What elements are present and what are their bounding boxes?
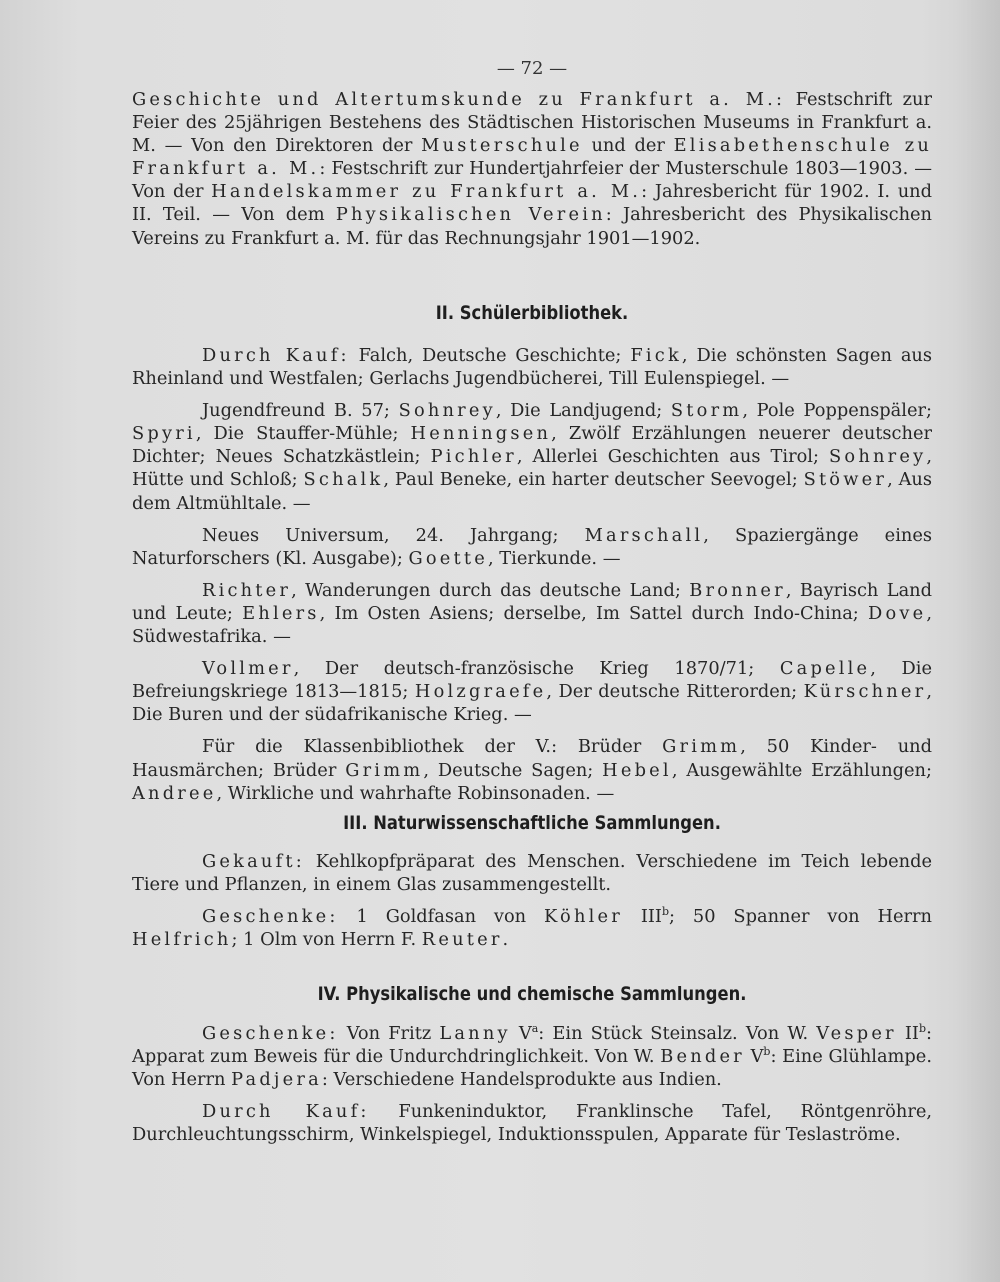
paragraph: Gekauft: Kehlkopfpräparat des Menschen. Verschiedene im Teich lebende Tiere und Pflanzen, in einem Glas zusammengestellt. <box>132 851 932 896</box>
section3-body <box>132 850 932 960</box>
spaced-name: Elisabethenschule zu Frankfurt a. M. <box>132 135 932 180</box>
spaced-name: Geschichte und Altertumskunde zu Frankfurt a. M.: <box>132 89 786 110</box>
spaced-name: Physikalischen Verein <box>335 204 606 226</box>
page-number: — 72 — <box>496 58 568 79</box>
section-heading-physikalische-sammlungen: IV. Physikalische und chemische Sammlungen. <box>317 983 747 1005</box>
paragraph: Richter, Wanderungen durch das deutsche Land; Bronner, Bayrisch Land und Leute; Ehlers, Im Osten Asiens; derselbe, Im Sattel durch Indo-China; Dove, Südwestafrika. — <box>132 579 932 648</box>
paragraph: Geschenke: 1 Goldfasan von Köhler III$^b$; 50 Spanner von Herrn Helfrich; 1 Olm von Herrn F. Reuter. <box>132 905 932 951</box>
paragraph: Neues Universum, 24. Jahrgang; Marschall, Spaziergänge eines Naturforschers (Kl. Ausgabe); Goette, Tierkunde. — <box>132 524 932 569</box>
paragraph: Jugendfreund B. 57; Sohnrey, Die Landjugend; Storm, Pole Poppenspäler; Spyri, Die Stauffer-Mühle; Henningsen, Zwölf Erzählungen neuerer deutscher Dichter; Neues Schatzkästlein; Pichler, Allerlei Geschichten aus Tirol; Sohnrey, Hütte und Schloß; Schalk, Paul Beneke, ein harter deutscher Seevogel; Stöwer, Aus dem Altmühltale. — <box>132 400 932 514</box>
spaced-name: Musterschule <box>421 135 583 157</box>
section4-body <box>132 1022 932 1155</box>
section-heading-schuelerbibliothek: II. Schülerbibliothek. <box>435 302 629 324</box>
section2-body <box>132 344 932 814</box>
paragraph: Geschenke: Von Fritz Lanny $V^a$: Ein Stück Steinsalz. Von W. Vesper $II^b$: Apparat zum Beweis für die Undurchdringlichkeit. Von W. Bender $V^b$: Eine Glühlampe. Von Herrn Padjera: Verschiedene Handelsprodukte aus Indien. <box>132 1022 932 1091</box>
paragraph: Für die Klassenbibliothek der V.: Brüder Grimm, 50 Kinder- und Hausmärchen; Brüder Grimm, Deutsche Sagen; Hebel, Ausgewählte Erzählungen; Andree, Wirkliche und wahrhafte Robinsonaden. — <box>132 736 932 804</box>
intro-paragraph-block <box>132 88 932 259</box>
section-heading-naturwissenschaftliche-sammlungen: III. Naturwissenschaftliche Sammlungen. <box>343 812 721 834</box>
spaced-name: Handelskammer zu Frankfurt a. M. <box>211 181 642 203</box>
paragraph: Durch Kauf: Funkeninduktor, Franklinsche Tafel, Röntgenröhre, Durchleuchtungsschirm, Winkelspiegel, Induktionsspulen, Apparate für Teslaströme. <box>132 1101 932 1146</box>
paragraph: Vollmer, Der deutsch-französische Krieg 1870/71; Capelle, Die Befreiungskriege 1813—1815; Holzgraefe, Der deutsche Ritterorden; Kürschner, Die Buren und der südafrikanische Krieg. — <box>132 658 933 726</box>
paragraph: Durch Kauf: Falch, Deutsche Geschichte; Fick, Die schönsten Sagen aus Rheinland und Westfalen; Gerlachs Jugendbücherei, Till Eulenspiegel. — <box>132 345 932 390</box>
intro-paragraph: Geschichte und Altertumskunde zu Frankfurt a. M.: Festschrift zur Feier des 25jährigen Bestehens des Städtischen Historischen Museums in Frankfurt a. M. — Von den Direktoren der Musterschule und der Elisabethenschule zu Frankfurt a. M.: Festschrift zur Hundertjahrfeier der Musterschule 1803—1903. — Von der Handelskammer zu Frankfurt a. M.: Jahresbericht für 1902. I. und II. Teil. — Von dem Physikalischen Verein: Jahresbericht des Physikalischen Vereins zu Frankfurt a. M. für das Rechnungsjahr 1901—1902. <box>132 89 933 249</box>
